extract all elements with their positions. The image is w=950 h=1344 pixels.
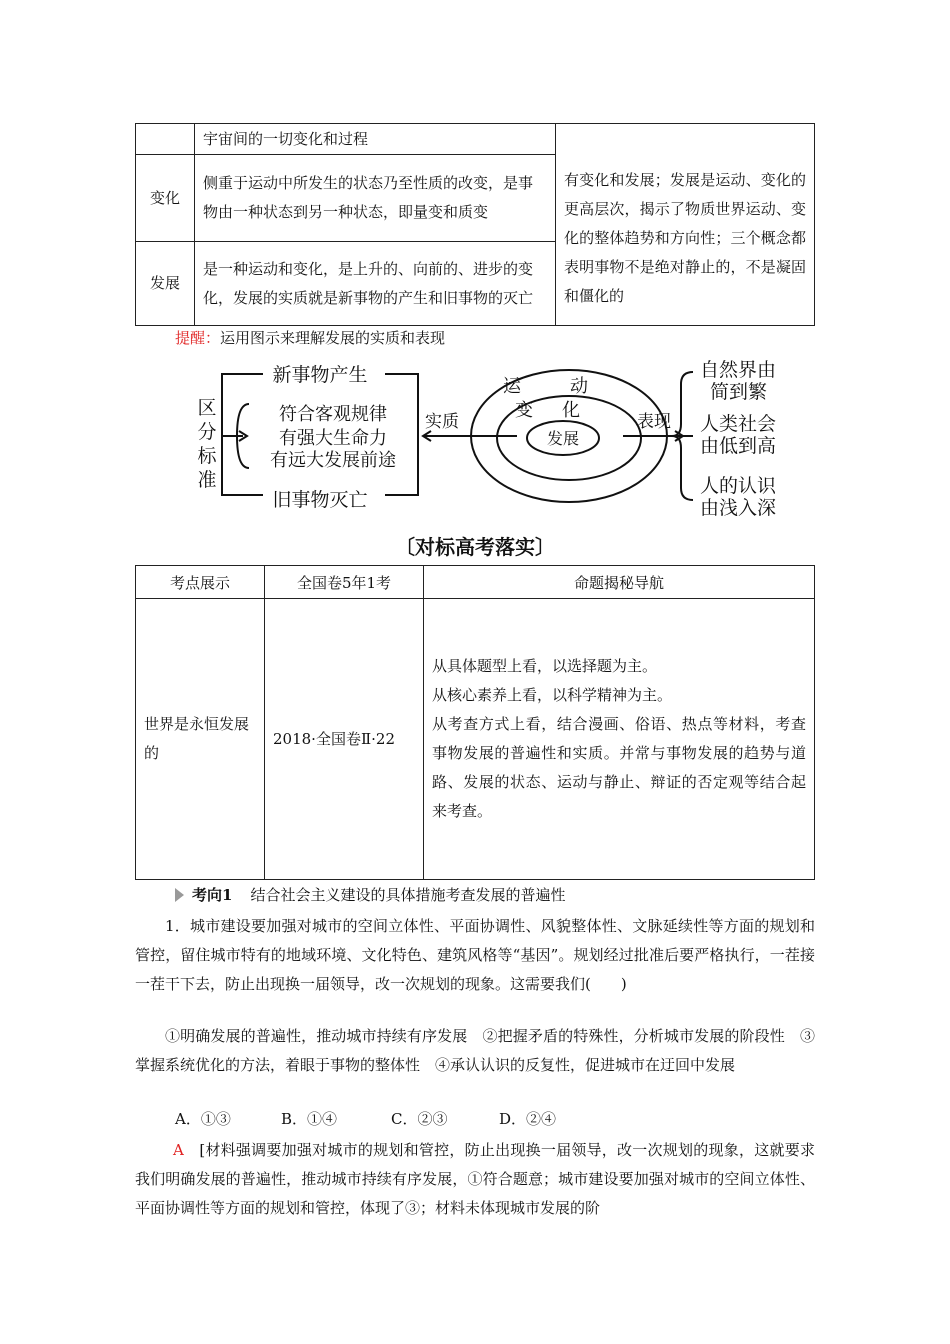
banner-left-bracket: 〔 xyxy=(395,535,415,559)
manifest-label: 表现 xyxy=(637,412,671,432)
ring-inner-label: 发展 xyxy=(546,429,580,448)
nav-line: 从考查方式上看，结合漫画、俗语、热点等材料，考查事物发展的普遍性和实质。并常与事物发展的趋势与道路、发展的状态、运动与静止、辩证的否定观等结合起来考查。 xyxy=(432,715,806,820)
ring-middle-char: 化 xyxy=(562,400,580,421)
feature-text: 有远大发展前途 xyxy=(270,450,396,471)
option-a: A．①③ xyxy=(175,1110,231,1128)
manifest-text: 人的认识 xyxy=(700,475,777,497)
ring-outer-char: 动 xyxy=(570,376,588,397)
option-b: B．①④ xyxy=(281,1110,338,1128)
manifest-text: 自然界由 xyxy=(700,359,777,381)
manifest-text: 由浅入深 xyxy=(700,497,777,519)
triangle-icon xyxy=(175,888,184,902)
criteria-char: 区 xyxy=(197,397,217,419)
criteria-char: 分 xyxy=(197,421,217,443)
option-d: D．②④ xyxy=(499,1110,557,1128)
table-cell: 侧重于运动中所发生的状态乃至性质的改变，是事物由一种状态到另一种状态，即量变和质变 xyxy=(195,155,556,242)
exam-cell: 2018·全国卷Ⅱ·22 xyxy=(265,599,424,880)
comparison-table xyxy=(135,123,815,326)
criteria-char: 准 xyxy=(197,469,217,491)
header-cell: 命题揭秘导航 xyxy=(424,566,815,599)
manifest-text: 简到繁 xyxy=(710,381,768,403)
table-cell-summary xyxy=(556,124,815,326)
section-banner xyxy=(385,531,565,563)
criteria-bracket xyxy=(222,374,263,495)
section-title: 结合社会主义建设的具体措施考查发展的普遍性 xyxy=(250,886,566,904)
question-options xyxy=(175,1108,815,1130)
answer-letter: A xyxy=(173,1141,184,1159)
section-tag: 考向1 xyxy=(192,886,233,904)
tip-label: 提醒： xyxy=(175,329,221,347)
table-cell: 宇宙间的一切变化和过程 xyxy=(195,124,556,155)
table-cell-empty xyxy=(136,124,195,155)
explanation-text: [材料强调要加强对城市的规划和管控，防止出现换一届领导，改一次规划的现象，这就要求我们明确发展的普遍性，推动城市持续有序发展，①符合题意；城市建设要加强对城市的空间立体性、平面协调性等方面的规划和管控，体现了③；材料未体现城市发展的阶 xyxy=(135,1141,815,1217)
tip-text: 运用图示来理解发展的实质和表现 xyxy=(220,329,446,347)
banner-title: 对标高考落实 xyxy=(415,535,535,559)
header-cell: 考点展示 xyxy=(136,566,265,599)
feature-text: 有强大生命力 xyxy=(279,428,387,449)
nav-line: 从具体题型上看，以选择题为主。 xyxy=(432,657,658,675)
manifest-text: 人类社会 xyxy=(700,413,777,435)
tip-line xyxy=(175,327,445,348)
row-label-change: 变化 xyxy=(136,155,195,242)
point-cell: 世界是永恒发展的 xyxy=(136,599,265,880)
essence-label: 实质 xyxy=(425,412,459,432)
option-c: C．②③ xyxy=(391,1110,448,1128)
development-diagram xyxy=(185,352,805,522)
row-label-development: 发展 xyxy=(136,242,195,326)
nav-cell xyxy=(424,599,815,880)
question-items: ①明确发展的普遍性，推动城市持续有序发展 ②把握矛盾的特殊性，分析城市发展的阶段性 ③掌握系统优化的方法，着眼于事物的整体性 ④承认认识的反复性，促进城市在迂回中发展 xyxy=(135,1027,815,1074)
answer-explanation xyxy=(135,1136,815,1223)
new-thing-label: 新事物产生 xyxy=(272,364,368,386)
banner-right-bracket: 〕 xyxy=(535,535,555,559)
section-heading xyxy=(175,884,565,906)
exam-table xyxy=(135,565,815,880)
feature-text: 符合客观规律 xyxy=(279,404,387,425)
old-thing-label: 旧事物灭亡 xyxy=(272,489,368,511)
ring-outer-char: 运 xyxy=(503,376,521,397)
table-cell: 是一种运动和变化，是上升的、向前的、进步的变化，发展的实质就是新事物的产生和旧事物的灭亡 xyxy=(195,242,556,326)
features-right-bracket xyxy=(385,374,418,495)
summary-text: 有变化和发展；发展是运动、变化的更高层次，揭示了物质世界运动、变化的整体趋势和方向性；三个概念都表明事物不是绝对静止的，不是凝固和僵化的 xyxy=(564,171,806,305)
criteria-char: 标 xyxy=(197,445,217,467)
nav-line: 从核心素养上看，以科学精神为主。 xyxy=(432,686,673,704)
question-stem: 1．城市建设要加强对城市的空间立体性、平面协调性、风貌整体性、文脉延续性等方面的规划和管控，留住城市特有的地域环境、文化特色、建筑风格等“基因”。规划经过批准后要严格执行，一茬接一茬干下去，防止出现换一届领导，改一次规划的现象。这需要我们( ) xyxy=(135,917,815,993)
manifest-text: 由低到高 xyxy=(700,435,777,457)
ring-middle-char: 变 xyxy=(515,400,533,421)
header-cell: 全国卷5年1考 xyxy=(265,566,424,599)
